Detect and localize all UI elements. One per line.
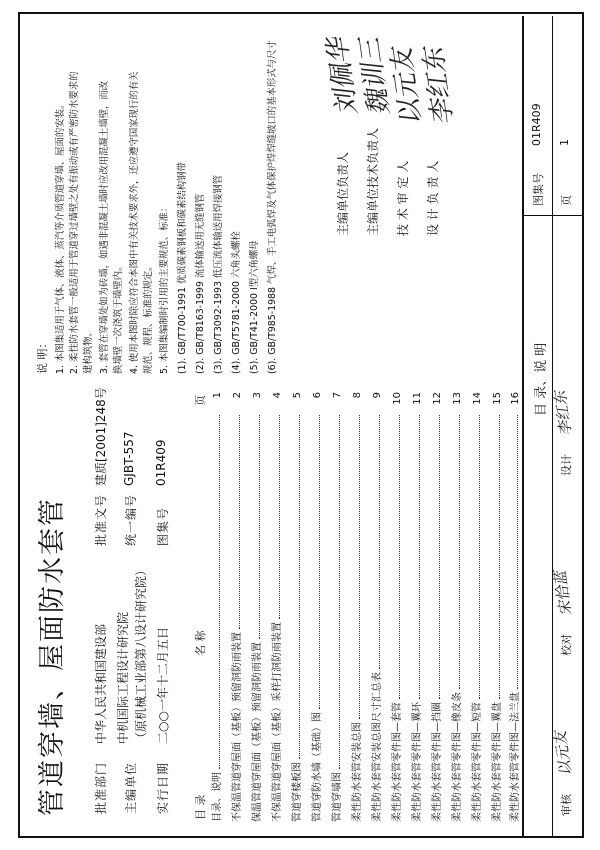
role-tech-approver: 技 术 审 定 人: [396, 160, 410, 236]
leader-dots: [391, 415, 400, 699]
date: 二○○一年十二月五日: [156, 627, 170, 744]
toc-row[interactable]: [348, 392, 370, 822]
toc-row-page: 6: [312, 392, 323, 399]
atlas-no-label: 图集号: [156, 506, 170, 546]
toc-row-name: 柔性防水套管零件图—翼环: [412, 702, 423, 822]
signature-block: [322, 26, 512, 236]
toc-row-page: 9: [372, 392, 383, 399]
toc-row-name: 柔性防水套管零件图—套管: [392, 702, 403, 822]
note-line: 3. 套管在穿墙处如为砖墙，如遇非混凝土墙时应改用混凝土墙壁，而改: [99, 80, 110, 374]
review-signature: 以元友: [550, 729, 576, 777]
standard-ref: (6). GB/T985-1988 气焊、手工电弧焊及气体保护焊焊缝坡口的基本形式与尺寸: [267, 40, 278, 374]
toc-row-name: 柔性防水套管安装总图: [352, 722, 363, 822]
approve-dept-label: 批准部门: [94, 761, 108, 814]
leader-dots: [211, 415, 220, 769]
role-design-lead: 设 计 负 责 人: [426, 160, 440, 236]
doc-no: 建质[2001]248号: [94, 387, 108, 486]
editor-label: 主编单位: [124, 761, 138, 814]
toc-row-name: 柔性防水套管安装总图尺寸汇总表: [372, 672, 383, 822]
note-line: 4. 使用本图时除应符合本图中有关技术要求外，还应遵守国家现行的有关: [129, 71, 140, 374]
leader-dots: [411, 415, 420, 699]
toc-row-page: 7: [332, 392, 343, 399]
leader-dots: [491, 415, 500, 699]
toc-row[interactable]: [408, 392, 430, 822]
leader-dots: [311, 415, 320, 709]
toc-row-page: 12: [432, 392, 443, 405]
rotated-page: [22, 16, 582, 836]
date-label: 实行日期: [156, 761, 170, 814]
check-label: 校对: [560, 634, 573, 656]
check-signature: 宋恰蓝: [550, 569, 576, 617]
approve-dept: 中华人民共和国建设部: [94, 623, 108, 744]
toc-row-page: 15: [492, 392, 503, 405]
leader-dots: [431, 415, 440, 699]
design-label: 设计: [560, 454, 573, 476]
standard-ref: (5). GB/T41-2000 I型六角螺母: [249, 240, 260, 374]
atlas-no: 01R409: [154, 439, 168, 486]
role-chief-editor: 主编单位负责人: [336, 151, 350, 236]
note-line: 2. 柔性防水套管一般适用于管道穿过墙壁之处有振动或有严密防水要求的: [69, 71, 80, 374]
leader-dots: [509, 415, 518, 689]
leader-dots: [271, 415, 280, 619]
tb-atlas-no: 01R409: [530, 103, 543, 146]
toc-row-name: 目录、说明: [212, 772, 223, 822]
toc-name-col: 名 称: [194, 630, 207, 656]
unified-no-label: 统一编号: [124, 493, 138, 546]
toc-row[interactable]: [288, 392, 310, 822]
tb-atlas-label: 图集号: [532, 173, 545, 206]
leader-dots: [351, 415, 360, 719]
editor: 中机国际工程设计研究院: [116, 611, 130, 744]
signature-mark: 李红东: [418, 45, 460, 128]
editor-note: （原机械工业部第八设计研究院）: [134, 563, 148, 744]
toc-row[interactable]: [228, 392, 250, 822]
toc-row-page: 13: [452, 392, 463, 405]
toc-row-name: 不保温管道穿屋面（基板）预留洞防雨装置: [232, 632, 243, 822]
review-label: 审核: [560, 794, 573, 816]
toc-row-name: 柔性防水套管零件图—短管: [472, 702, 483, 822]
toc-row-page: 1: [212, 392, 223, 399]
toc-row-page: 8: [352, 392, 363, 399]
toc-row[interactable]: [268, 392, 290, 822]
toc-row-name: 保温管道穿屋面（基板）预留洞防雨装置: [252, 642, 263, 822]
toc-row[interactable]: [388, 392, 410, 822]
signature-mark: 以元友: [386, 45, 428, 128]
signature-mark: 刘佩华: [322, 35, 364, 118]
leader-dots: [451, 415, 460, 689]
note-line: 换墙壁一次浇筑于墙壁内。: [113, 261, 124, 374]
leader-dots: [331, 415, 340, 769]
standard-ref: (3). GB/T3092-1993 低压流体输送用焊接钢管: [213, 174, 224, 374]
drawing-title: 目 录、说 明: [534, 342, 549, 416]
leader-dots: [371, 415, 380, 669]
note-line: 规范、规程、标准的规定。: [143, 261, 154, 374]
toc-row-name: 柔性防水套管零件图—橡皮条: [452, 692, 463, 822]
unified-no: GJBT-557: [122, 431, 136, 486]
leader-dots: [231, 415, 240, 629]
toc-row[interactable]: [328, 392, 350, 822]
tb-page-label: 页: [560, 195, 573, 206]
toc-row[interactable]: [468, 392, 490, 822]
role-tech-chief: 主编单位技术负责人: [366, 127, 380, 236]
note-line: 1. 本图集适用于气体、液体、蒸汽等介质管道穿墙、屋面的安装。: [55, 99, 66, 374]
signature-mark: 魏训三: [354, 35, 396, 118]
toc-row-name: 柔性防水套管零件图—法兰盘: [510, 692, 521, 822]
toc-row-page: 2: [232, 392, 243, 399]
standard-ref: (1). GB/T700-1991 优质碳素钢板和碳素结构钢带: [177, 162, 188, 374]
divider: [524, 215, 582, 216]
standard-ref: (4). GB/T5781-2000 六角头螺栓: [231, 231, 242, 374]
toc-row[interactable]: [208, 392, 230, 822]
note-line: 建构筑物。: [83, 327, 94, 374]
title-block: [522, 16, 582, 836]
toc-row[interactable]: [448, 392, 470, 822]
leader-dots: [291, 415, 300, 759]
toc-row-page: 5: [292, 392, 303, 399]
toc-row-page: 11: [412, 392, 423, 405]
page-title: 管道穿墙、屋面防水套管: [37, 497, 68, 816]
tb-page-no: 1: [558, 139, 571, 146]
toc-heading: 目 录: [194, 794, 207, 820]
toc-row-page: 4: [272, 392, 283, 399]
toc-row[interactable]: [368, 392, 390, 822]
toc-row[interactable]: [308, 392, 330, 822]
toc-row-name: 管道穿楼板图: [292, 762, 303, 822]
toc-row-name: 柔性防水套管零件图—翼盘: [492, 702, 503, 822]
drawing-sheet: [18, 12, 584, 838]
leader-dots: [471, 415, 480, 699]
toc-row-page: 3: [252, 392, 263, 399]
design-signature: 李红东: [550, 389, 576, 437]
leader-dots: [251, 415, 260, 639]
toc-row-page: 16: [510, 392, 521, 405]
toc-row[interactable]: [248, 392, 270, 822]
toc-row-name: 柔性防水套管零件图—挡圈: [432, 702, 443, 822]
toc-row-page: 10: [392, 392, 403, 405]
notes-heading: 说 明：: [36, 337, 49, 374]
toc-page-col: 页: [194, 395, 207, 406]
standard-ref: (2). GB/T8163-1999 流体输送用无缝钢管: [195, 193, 206, 374]
toc-row-name: 管道穿防水墙（基础）图: [312, 712, 323, 822]
toc-row-page: 14: [472, 392, 483, 405]
doc-no-label: 批准文号: [94, 493, 108, 546]
note-line: 5. 本图集编制时引用的主要规范、标准：: [159, 202, 170, 374]
toc-row-name: 管道穿墙图: [332, 772, 343, 822]
toc-row[interactable]: [428, 392, 450, 822]
toc-row-name: 不保温管道穿屋面（基板）采样打洞防雨装置: [272, 622, 283, 822]
